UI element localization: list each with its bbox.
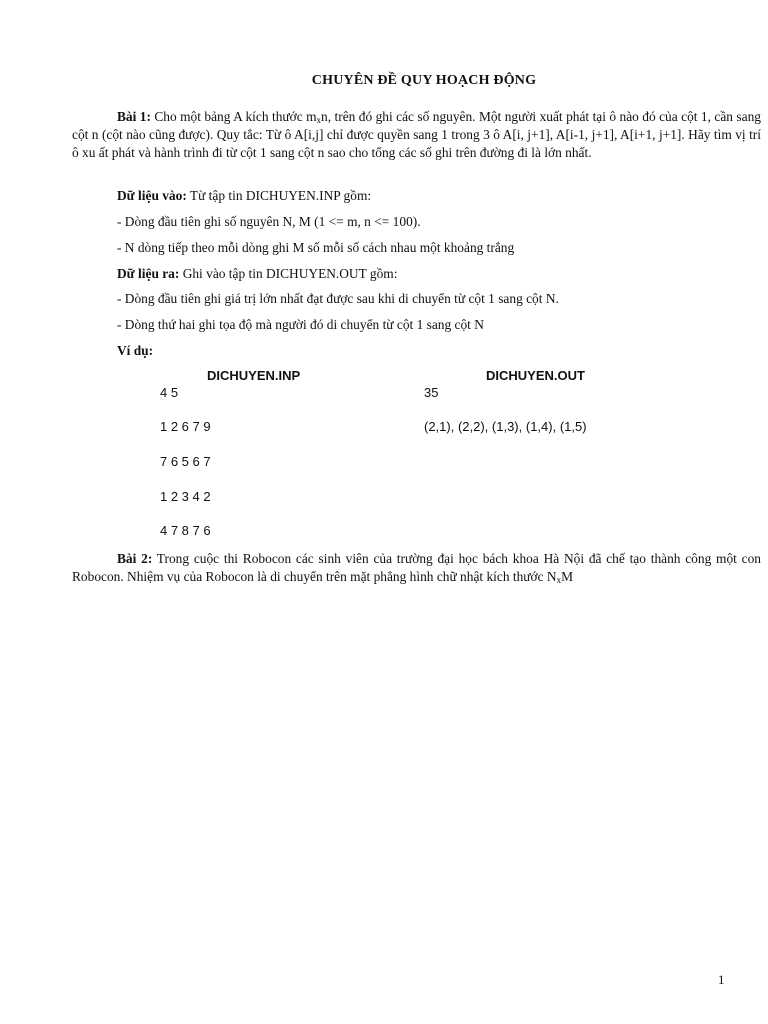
bai1-text-a: Cho một bảng A kích thước m (150, 109, 317, 124)
input-line-2: - N dòng tiếp theo mỗi dòng ghi M số mỗi số cách nhau một khoảng trắng (117, 240, 515, 255)
output-line-1: - Dòng đầu tiên ghi giá trị lớn nhất đạt được sau khi di chuyển từ cột 1 sang cột N. (117, 291, 559, 306)
bai2-text-a: Trong cuộc thi Robocon các sinh viên của trường đại học bách khoa Hà Nội đã chế tạo thành công một con Robocon. Nhiệm vụ của Robocon là di chuyển trên mặt phẳng hình chữ nhật kích thước N (72, 551, 761, 584)
example-output-line-1: 35 (424, 385, 439, 400)
output-line-2: - Dòng thứ hai ghi tọa độ mà người đó di chuyển từ cột 1 sang cột N (117, 317, 484, 332)
bai2-subscript: x (556, 575, 562, 585)
page-title: CHUYÊN ĐỀ QUY HOẠCH ĐỘNG (311, 73, 537, 88)
example-label: Ví dụ: (117, 343, 154, 358)
input-intro: Từ tập tin DICHUYEN.INP gồm: (186, 188, 372, 203)
bai2-paragraph (72, 550, 761, 586)
example-input-line-3: 7 6 5 6 7 (160, 454, 211, 469)
example-output-header: DICHUYEN.OUT (486, 368, 585, 383)
bai2-label: Bài 2: (117, 551, 153, 566)
output-heading-line (117, 265, 397, 283)
example-input-line-4: 1 2 3 4 2 (160, 489, 211, 504)
bai1-label: Bài 1: (117, 109, 151, 124)
page-number: 1 (718, 972, 725, 987)
bai1-text-b: n, trên đó ghi các số nguyên. Một người xuất phát tại ô nào đó của cột 1, cần sang cột n (cột nào cũng được). Quy tắc: Từ ô A[i,j] chỉ được quyền sang 1 trong 3 ô A[i, j+1], A[i-1, j+1], A[i+1, j+1]. Hãy tìm vị trí ô xu ất phát và hành trình đi từ cột 1 sang cột n sao cho tổng các số ghi trên đường đi là lớn nhất. (72, 109, 761, 160)
example-input-line-5: 4 7 8 7 6 (160, 523, 211, 538)
input-line-1: - Dòng đầu tiên ghi số nguyên N, M (1 <= m, n <= 100). (117, 214, 421, 229)
output-label: Dữ liệu ra: (117, 266, 180, 281)
bai2-text-b: M (561, 569, 574, 584)
bai1-paragraph (72, 108, 761, 162)
input-label: Dữ liệu vào: (117, 188, 187, 203)
example-input-header: DICHUYEN.INP (207, 368, 301, 383)
example-output-line-2: (2,1), (2,2), (1,3), (1,4), (1,5) (424, 419, 587, 434)
example-input-line-2: 1 2 6 7 9 (160, 419, 211, 434)
output-intro: Ghi vào tập tin DICHUYEN.OUT gồm: (179, 266, 398, 281)
bai1-subscript: x (316, 115, 322, 125)
input-heading-line (117, 187, 371, 205)
example-input-line-1: 4 5 (160, 385, 179, 400)
